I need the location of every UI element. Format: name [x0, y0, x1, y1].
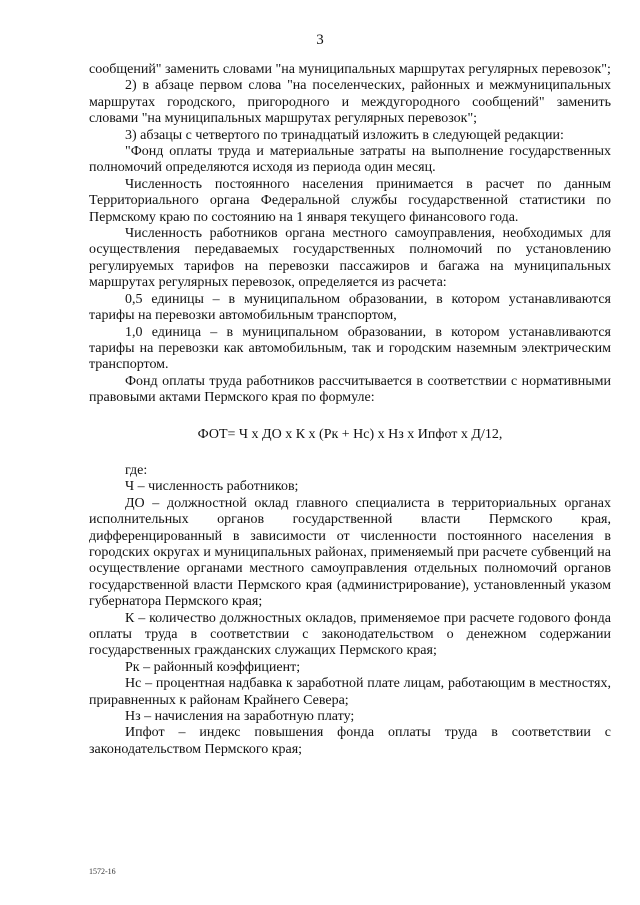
- paragraph: 0,5 единицы – в муниципальном образовании, в котором устанавливаются тарифы на перевозки автомобильным транспортом,: [89, 291, 611, 324]
- definition-item: ДО – должностной оклад главного специалиста в территориальных органах исполнительных органов государственной власти Пермского края, дифференцированный в зависимости от численности постоянного населения в городских округах и муниципальных районах, применяемый при расчете субвенций на осуществление органами местного самоуправления отдельных полномочий органов государственной власти Пермского края (администрирование), установленный указом губернатора Пермского края;: [89, 495, 611, 610]
- paragraph: "Фонд оплаты труда и материальные затраты на выполнение государственных полномочий определяются исходя из периода один месяц.: [89, 144, 611, 176]
- definition-item: Нз – начисления на заработную плату;: [125, 709, 355, 725]
- document-body: [89, 62, 611, 758]
- paragraph: сообщений" заменить словами "на муниципальных маршрутах регулярных перевозок";: [89, 62, 611, 77]
- definition-item: Ипфот – индекс повышения фонда оплаты труда в соответствии с законодательством Пермского края;: [89, 725, 611, 757]
- paragraph: 1,0 единица – в муниципальном образовании, в котором устанавливаются тарифы на перевозки как автомобильным, так и городским наземным электрическим транспортом.: [89, 324, 611, 373]
- paragraph: Численность постоянного населения принимается в расчет по данным Территориального органа Федеральной службы государственной статистики по Пермскому краю по состоянию на 1 января текущего финансового года.: [89, 176, 611, 225]
- definition-item: Нс – процентная надбавка к заработной плате лицам, работающим в местностях, приравненных к районам Крайнего Севера;: [89, 676, 611, 708]
- definition-item: Ч – численность работников;: [125, 479, 299, 495]
- paragraph: Численность работников органа местного самоуправления, необходимых для осуществления передаваемых государственных полномочий по установлению регулируемых тарифов на перевозки пассажиров и багажа на муниципальных маршрутах регулярных перевозок, определяется из расчета:: [89, 226, 611, 291]
- formula: ФОТ= Ч х ДО х К х (Рк + Нс) х Нз х Ипфот х Д/12,: [197, 426, 503, 442]
- page-number: 3: [316, 32, 324, 48]
- document-code: 1572-16: [89, 867, 116, 876]
- paragraph: где:: [125, 462, 148, 478]
- paragraph: Фонд оплаты труда работников рассчитывается в соответствии с нормативными правовыми актами Пермского края по формуле:: [89, 373, 611, 406]
- definition-item: К – количество должностных окладов, применяемое при расчете годового фонда оплаты труда в соответствии с законодательством о денежном содержании государственных гражданских служащих Пермского края;: [89, 610, 611, 659]
- paragraph: 3) абзацы с четвертого по тринадцатый изложить в следующей редакции:: [125, 127, 564, 143]
- paragraph: 2) в абзаце первом слова "на поселенческих, районных и межмуниципальных маршрутах городского, пригородного и междугородного сообщений" заменить словами "на муниципальных маршрутах регулярных перевозок";: [89, 78, 611, 127]
- definition-item: Рк – районный коэффициент;: [125, 659, 301, 675]
